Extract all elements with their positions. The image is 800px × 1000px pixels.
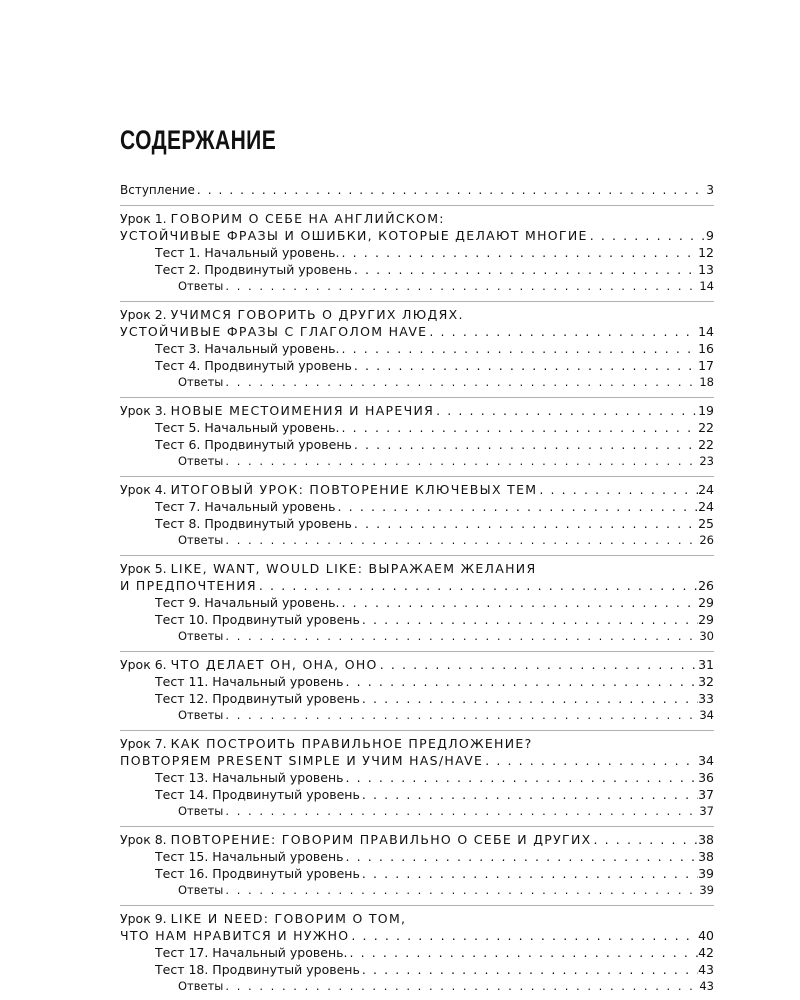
- dot-leader: [434, 402, 698, 419]
- dot-leader: [347, 944, 698, 961]
- lesson-title-line-2[interactable]: [120, 927, 714, 944]
- entry-label: [120, 560, 536, 577]
- lesson-title-line[interactable]: [120, 555, 714, 577]
- lesson-subtitle: И ПРЕДПОЧТЕНИЯ: [120, 578, 257, 593]
- test-entry[interactable]: [120, 515, 714, 532]
- dot-leader: [360, 611, 698, 628]
- page-number: 29: [698, 595, 714, 610]
- lesson-entry: [120, 651, 714, 724]
- answers-entry[interactable]: [120, 453, 714, 470]
- lesson-title: ПОВТОРЕНИЕ: ГОВОРИМ ПРАВИЛЬНО О СЕБЕ И ДРУГИХ: [170, 832, 592, 847]
- entry-label: [178, 374, 223, 391]
- answers-entry[interactable]: [120, 374, 714, 391]
- lesson-title-line[interactable]: [120, 301, 714, 323]
- answers-label: Ответы: [178, 454, 224, 468]
- answers-label: Ответы: [178, 279, 224, 293]
- entry-label: Вступление: [120, 183, 195, 197]
- lesson-number: Урок 4.: [120, 482, 167, 497]
- test-entry[interactable]: [120, 261, 714, 278]
- dot-leader: [360, 865, 698, 882]
- dot-leader: [588, 227, 706, 244]
- page-number: 34: [698, 753, 714, 768]
- test-label: Тест 14. Продвинутый уровень: [155, 787, 360, 802]
- page-number: 26: [699, 533, 714, 547]
- lesson-entry: [120, 301, 714, 391]
- dot-leader: [343, 769, 698, 786]
- answers-entry[interactable]: [120, 882, 714, 899]
- test-label: Тест 7. Начальный уровень: [155, 499, 336, 514]
- answers-label: Ответы: [178, 979, 224, 993]
- dot-leader: [223, 628, 699, 645]
- page-title: СОДЕРЖАНИЕ: [120, 125, 277, 155]
- answers-entry[interactable]: [120, 278, 714, 295]
- entry-label: [120, 402, 434, 419]
- dot-leader: [360, 690, 698, 707]
- test-label: Тест 1. Начальный уровень.: [155, 245, 340, 260]
- dot-leader: [223, 532, 699, 549]
- page-number: 31: [698, 657, 714, 672]
- dot-leader: [195, 182, 707, 199]
- entry-label: [155, 594, 340, 611]
- lesson-title-line-2[interactable]: [120, 577, 714, 594]
- test-entry[interactable]: [120, 594, 714, 611]
- entry-label: [155, 848, 343, 865]
- dot-leader: [223, 374, 699, 391]
- page-number: 39: [699, 883, 714, 897]
- lesson-number: Урок 3.: [120, 403, 167, 418]
- entry-label: [155, 436, 352, 453]
- test-label: Тест 8. Продвинутый уровень: [155, 516, 352, 531]
- entry-label: [178, 882, 223, 899]
- answers-label: Ответы: [178, 533, 224, 547]
- lesson-subtitle: УСТОЙЧИВЫЕ ФРАЗЫ И ОШИБКИ, КОТОРЫЕ ДЕЛАЮТ МНОГИЕ: [120, 228, 588, 243]
- page-number: 16: [698, 341, 714, 356]
- page-number: 19: [698, 403, 714, 418]
- page-number: 18: [699, 375, 714, 389]
- entry-label: [120, 210, 445, 227]
- answers-label: Ответы: [178, 804, 224, 818]
- answers-entry[interactable]: [120, 532, 714, 549]
- answers-label: Ответы: [178, 883, 224, 897]
- entry-label: [178, 453, 223, 470]
- entry-label: [155, 357, 352, 374]
- entry-label: [155, 786, 360, 803]
- dot-leader: [360, 961, 698, 978]
- entry-label: [178, 803, 223, 820]
- lesson-entry: [120, 205, 714, 295]
- page-number: 32: [698, 674, 714, 689]
- lesson-title-line-2[interactable]: [120, 323, 714, 340]
- page-number: 36: [698, 770, 714, 785]
- test-entry[interactable]: [120, 865, 714, 882]
- test-label: Тест 16. Продвинутый уровень: [155, 866, 360, 881]
- test-entry[interactable]: [120, 786, 714, 803]
- entry-label: [120, 735, 533, 752]
- entry-label: [120, 831, 592, 848]
- lesson-subtitle: ПОВТОРЯЕМ PRESENT SIMPLE И УЧИМ HAS/HAVE: [120, 753, 484, 768]
- lesson-number: Урок 7.: [120, 736, 167, 751]
- test-label: Тест 10. Продвинутый уровень: [155, 612, 360, 627]
- entry-label: [155, 961, 360, 978]
- lesson-number: Урок 9.: [120, 911, 167, 926]
- lesson-subtitle: УСТОЙЧИВЫЕ ФРАЗЫ С ГЛАГОЛОМ HAVE: [120, 324, 428, 339]
- test-entry[interactable]: [120, 419, 714, 436]
- lesson-title: НОВЫЕ МЕСТОИМЕНИЯ И НАРЕЧИЯ: [170, 403, 435, 418]
- entry-label: [120, 577, 257, 594]
- page-number: 12: [698, 245, 714, 260]
- dot-leader: [340, 244, 699, 261]
- page-number: 40: [698, 928, 714, 943]
- page-number: 43: [698, 962, 714, 977]
- dot-leader: [340, 419, 699, 436]
- entry-label: [120, 323, 427, 340]
- test-label: Тест 9. Начальный уровень.: [155, 595, 340, 610]
- dot-leader: [427, 323, 698, 340]
- test-label: Тест 5. Начальный уровень.: [155, 420, 340, 435]
- page-number: 22: [698, 420, 714, 435]
- test-label: Тест 2. Продвинутый уровень: [155, 262, 352, 277]
- page-number: 34: [699, 708, 714, 722]
- page-number: 37: [698, 787, 714, 802]
- test-entry[interactable]: [120, 769, 714, 786]
- dot-leader: [223, 707, 699, 724]
- dot-leader: [223, 453, 699, 470]
- dot-leader: [352, 436, 698, 453]
- lesson-entry: [120, 555, 714, 645]
- lesson-title: LIKE И NEED: ГОВОРИМ О ТОМ,: [170, 911, 407, 926]
- entry-label: [120, 910, 406, 927]
- test-entry[interactable]: [120, 690, 714, 707]
- entry-label: [155, 611, 360, 628]
- test-entry[interactable]: [120, 436, 714, 453]
- lesson-title-line[interactable]: [120, 905, 714, 927]
- dot-leader: [352, 357, 698, 374]
- lesson-title: КАК ПОСТРОИТЬ ПРАВИЛЬНОЕ ПРЕДЛОЖЕНИЕ?: [170, 736, 533, 751]
- entry-label: [178, 532, 223, 549]
- page-number: 3: [706, 183, 714, 197]
- page-number: 14: [699, 279, 714, 293]
- page-number: 33: [698, 691, 714, 706]
- entry-label: [155, 419, 340, 436]
- entry-label: [155, 769, 343, 786]
- test-entry[interactable]: [120, 611, 714, 628]
- page-number: 24: [698, 482, 714, 497]
- lesson-title-line[interactable]: [120, 397, 714, 419]
- lesson-title-line[interactable]: [120, 730, 714, 752]
- entry-label: [155, 261, 352, 278]
- lesson-title-line[interactable]: [120, 476, 714, 498]
- lesson-title-line[interactable]: [120, 205, 714, 227]
- test-label: Тест 6. Продвинутый уровень: [155, 437, 352, 452]
- lesson-entry: [120, 476, 714, 549]
- entry-label: [178, 628, 223, 645]
- entry-label: [155, 498, 336, 515]
- test-entry[interactable]: [120, 244, 714, 261]
- test-label: Тест 11. Начальный уровень: [155, 674, 344, 689]
- page-number: 43: [699, 979, 714, 993]
- entry-label: [155, 515, 352, 532]
- entry-label: [155, 690, 360, 707]
- lesson-title-line-2[interactable]: [120, 227, 714, 244]
- entry-label: [120, 752, 483, 769]
- page-number: 30: [699, 629, 714, 643]
- page-number: 22: [698, 437, 714, 452]
- page-number: 26: [698, 578, 714, 593]
- page-number: 37: [699, 804, 714, 818]
- lesson-entry: [120, 826, 714, 899]
- entry-label: [155, 865, 360, 882]
- dot-leader: [336, 498, 699, 515]
- test-label: Тест 12. Продвинутый уровень: [155, 691, 360, 706]
- dot-leader: [360, 786, 698, 803]
- lesson-entry: [120, 905, 714, 995]
- lesson-number: Урок 2.: [120, 307, 167, 322]
- lesson-number: Урок 1.: [120, 211, 167, 226]
- test-entry[interactable]: [120, 961, 714, 978]
- test-label: Тест 17. Начальный уровень.: [155, 945, 348, 960]
- test-entry[interactable]: [120, 498, 714, 515]
- answers-label: Ответы: [178, 629, 224, 643]
- dot-leader: [223, 278, 699, 295]
- test-label: Тест 4. Продвинутый уровень: [155, 358, 352, 373]
- entry-label: [155, 944, 347, 961]
- page-number: 38: [698, 832, 714, 847]
- dot-leader: [257, 577, 698, 594]
- dot-leader: [537, 481, 698, 498]
- lesson-title: ГОВОРИМ О СЕБЕ НА АНГЛИЙСКОМ:: [170, 211, 445, 226]
- page-number: 17: [698, 358, 714, 373]
- test-entry[interactable]: [120, 357, 714, 374]
- test-label: Тест 3. Начальный уровень.: [155, 341, 340, 356]
- lesson-title: УЧИМСЯ ГОВОРИТЬ О ДРУГИХ ЛЮДЯХ.: [170, 307, 464, 322]
- test-entry[interactable]: [120, 340, 714, 357]
- lesson-title: ИТОГОВЫЙ УРОК: ПОВТОРЕНИЕ КЛЮЧЕВЫХ ТЕМ: [170, 482, 538, 497]
- dot-leader: [352, 261, 698, 278]
- toc-page: [120, 120, 714, 995]
- entry-label: [178, 978, 223, 995]
- dot-leader: [349, 927, 698, 944]
- test-label: Тест 18. Продвинутый уровень: [155, 962, 360, 977]
- lesson-title-line[interactable]: [120, 826, 714, 848]
- page-number: 25: [698, 516, 714, 531]
- page-number: 23: [699, 454, 714, 468]
- dot-leader: [343, 673, 698, 690]
- answers-entry[interactable]: [120, 707, 714, 724]
- dot-leader: [340, 340, 699, 357]
- page-number: 38: [698, 849, 714, 864]
- dot-leader: [378, 656, 698, 673]
- table-of-contents: [120, 182, 714, 995]
- lesson-number: Урок 8.: [120, 832, 167, 847]
- entry-label: [120, 656, 378, 673]
- entry-label: [155, 673, 343, 690]
- dot-leader: [592, 831, 699, 848]
- page-number: 29: [698, 612, 714, 627]
- dot-leader: [223, 882, 699, 899]
- dot-leader: [352, 515, 698, 532]
- lesson-entry: [120, 730, 714, 820]
- answers-label: Ответы: [178, 708, 224, 722]
- answers-entry[interactable]: [120, 978, 714, 995]
- entry-label: [155, 244, 340, 261]
- entry-label: [155, 340, 340, 357]
- test-label: Тест 15. Начальный уровень: [155, 849, 344, 864]
- lesson-title: LIKE, WANT, WOULD LIKE: ВЫРАЖАЕМ ЖЕЛАНИЯ: [170, 561, 537, 576]
- test-entry[interactable]: [120, 673, 714, 690]
- lesson-entry: [120, 397, 714, 470]
- page-number: 9: [706, 228, 714, 243]
- dot-leader: [483, 752, 698, 769]
- dot-leader: [223, 803, 699, 820]
- answers-entry[interactable]: [120, 628, 714, 645]
- entry-label: [120, 481, 537, 498]
- answers-label: Ответы: [178, 375, 224, 389]
- lesson-title-line-2[interactable]: [120, 752, 714, 769]
- entry-label: [178, 278, 223, 295]
- test-label: Тест 13. Начальный уровень: [155, 770, 344, 785]
- toc-entry-intro[interactable]: [120, 182, 714, 199]
- lesson-number: Урок 5.: [120, 561, 167, 576]
- test-entry[interactable]: [120, 944, 714, 961]
- entry-label: [120, 927, 349, 944]
- answers-entry[interactable]: [120, 803, 714, 820]
- page-number: 39: [698, 866, 714, 881]
- dot-leader: [343, 848, 698, 865]
- entry-label: [178, 707, 223, 724]
- page-number: 13: [698, 262, 714, 277]
- lesson-number: Урок 6.: [120, 657, 167, 672]
- test-entry[interactable]: [120, 848, 714, 865]
- dot-leader: [223, 978, 699, 995]
- dot-leader: [340, 594, 699, 611]
- lesson-subtitle: ЧТО НАМ НРАВИТСЯ И НУЖНО: [120, 928, 350, 943]
- page-number: 14: [698, 324, 714, 339]
- lesson-title: ЧТО ДЕЛАЕТ ОН, ОНА, ОНО: [170, 657, 378, 672]
- page-number: 42: [698, 945, 714, 960]
- lesson-title-line[interactable]: [120, 651, 714, 673]
- entry-label: [120, 306, 464, 323]
- entry-label: [120, 227, 588, 244]
- page-number: 24: [698, 499, 714, 514]
